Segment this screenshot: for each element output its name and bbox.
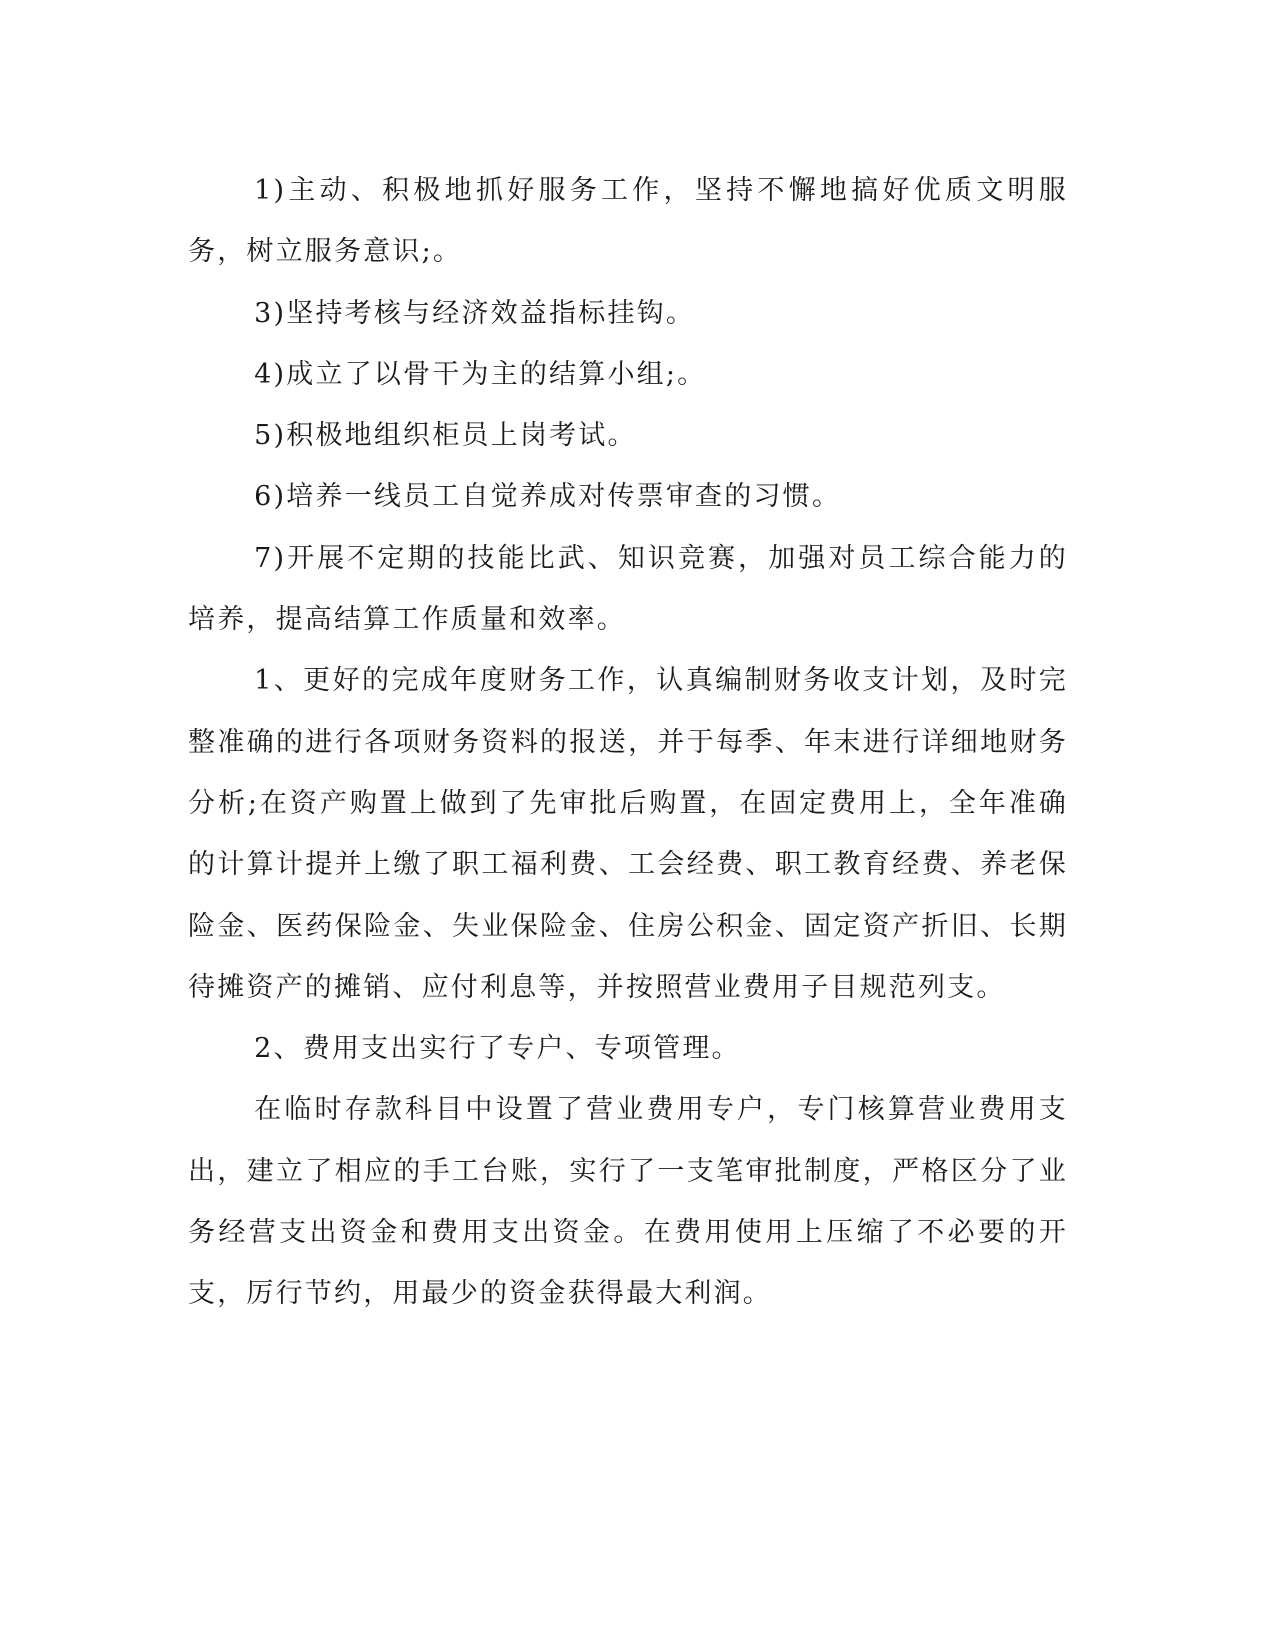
paragraph-assessment: 3)坚持考核与经济效益指标挂钩。 xyxy=(254,297,696,329)
paragraph-annual-finance: 1、更好的完成年度财务工作，认真编制财务收支计划，及时完整准确的进行各项财务资料的报送，并于每季、年末进行详细地财务分析;在资产购置上做到了先审批后购置，在固定费用上，全年准确的计算计提并上缴了职工福利费、工会经费、职工教育经费、养老保险金、医药保险金、失业保险金、住房公积金、固定资产折旧、长期待摊资产的摊销、应付利息等，并按照营业费用子目规范列支。 xyxy=(188,665,1068,1003)
document-body xyxy=(188,160,1068,1325)
paragraph-voucher-review: 6)培养一线员工自觉养成对传票审查的习惯。 xyxy=(254,481,842,513)
paragraph-service: 1)主动、积极地抓好服务工作，坚持不懈地搞好优质文明服务，树立服务意识;。 xyxy=(188,175,1068,268)
paragraph-settlement-group: 4)成立了以骨干为主的结算小组;。 xyxy=(254,358,707,390)
paragraph-expense-management: 2、费用支出实行了专户、专项管理。 xyxy=(254,1033,741,1065)
paragraph-teller-exam: 5)积极地组织柜员上岗考试。 xyxy=(254,420,637,452)
paragraph-skills-competition: 7)开展不定期的技能比武、知识竞赛，加强对员工综合能力的培养，提高结算工作质量和效率。 xyxy=(188,542,1068,636)
paragraph-expense-account: 在临时存款科目中设置了营业费用专户，专门核算营业费用支出，建立了相应的手工台账，实行了一支笔审批制度，严格区分了业务经营支出资金和费用支出资金。在费用使用上压缩了不必要的开支，厉行节约，用最少的资金获得最大利润。 xyxy=(188,1094,1068,1310)
